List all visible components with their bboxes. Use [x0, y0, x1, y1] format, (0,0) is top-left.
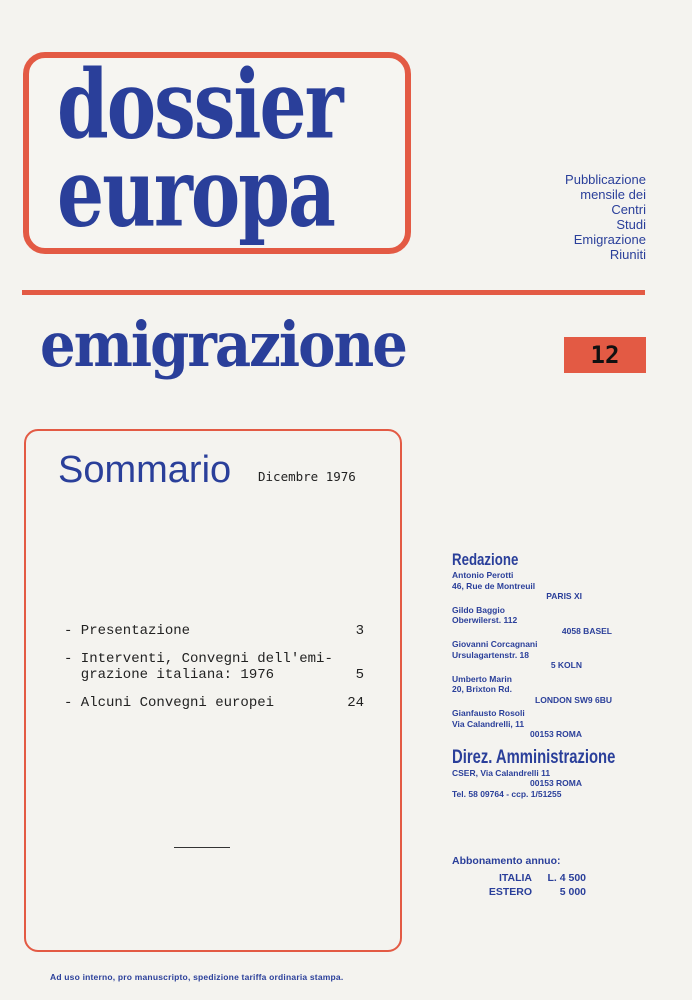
publisher-line: mensile dei: [580, 187, 646, 202]
editorial-staff: [452, 550, 622, 802]
administration-address: [452, 768, 622, 800]
footer-note: Ad uso interno, pro manuscripto, spedizione tariffa ordinaria stampa.: [50, 972, 344, 982]
toc-item-title: - Interventi, Convegni dell'emi- grazione italiana: 1976: [64, 651, 333, 683]
table-of-contents: [24, 429, 402, 952]
editor-city: 00153 ROMA: [530, 729, 582, 739]
subscription-price: L. 4 500: [547, 872, 586, 884]
publisher-line: Emigrazione: [573, 232, 646, 247]
editor-address: [452, 674, 622, 706]
toc-list: [64, 623, 364, 723]
toc-heading: Sommario: [58, 449, 232, 491]
administration-line: Tel. 58 09764 - ccp. 1/51255: [452, 788, 562, 799]
page-title: emigrazione: [40, 308, 406, 382]
editor-address: [452, 708, 622, 740]
subscription-price: 5 000: [559, 886, 586, 898]
editor-city: 4058 BASEL: [561, 625, 612, 636]
editor-street: Via Calandrelli, 11: [452, 718, 525, 729]
editor-city: PARIS XI: [546, 591, 582, 601]
publisher-note: [565, 172, 646, 262]
publisher-line: Centri: [611, 202, 646, 217]
publisher-line: Pubblicazione: [565, 172, 646, 187]
editor-name: Umberto Marin: [452, 673, 512, 684]
administration-heading: Direz. Amministrazione: [452, 746, 616, 768]
editor-name: Antonio Perotti: [452, 570, 514, 580]
logo-word-europa: europa: [57, 138, 334, 249]
editor-street: Ursulagartenstr. 18: [452, 649, 530, 660]
subscription-country: ESTERO: [488, 886, 532, 898]
editor-name: Gildo Baggio: [452, 604, 505, 615]
toc-item-title: - Presentazione: [64, 623, 191, 639]
subscription-country: ITALIA: [498, 872, 532, 884]
publisher-line: Studi: [616, 217, 646, 232]
subscription-heading: Abbonamento annuo:: [452, 855, 561, 867]
toc-item[interactable]: [64, 695, 364, 711]
editor-name: Gianfausto Rosoli: [452, 708, 525, 718]
editor-address: [452, 605, 622, 637]
divider: [22, 290, 645, 295]
administration-line: CSER, Via Calandrelli 11: [452, 767, 551, 778]
editor-city: 5 KOLN: [550, 660, 582, 670]
editorial-heading: Redazione: [452, 550, 519, 569]
subscription-info: [452, 855, 586, 899]
issue-number-badge: 12: [564, 337, 646, 373]
toc-item-page: 3: [355, 623, 364, 639]
toc-item-page: 5: [355, 667, 364, 683]
masthead-logo: [23, 52, 411, 254]
editor-street: 46, Rue de Montreuil: [452, 580, 536, 591]
toc-item[interactable]: [64, 623, 364, 639]
editor-street: Oberwilerst. 112: [452, 615, 518, 625]
administration-line: 00153 ROMA: [530, 778, 582, 788]
editor-street: 20, Brixton Rd.: [452, 684, 512, 694]
toc-divider: [174, 847, 230, 848]
subscription-row: [452, 885, 586, 899]
subscription-row: [452, 871, 586, 885]
logo-word-dossier: dossier: [57, 50, 342, 161]
toc-item-title: - Alcuni Convegni europei: [64, 695, 275, 711]
editor-name: Giovanni Corcagnani: [452, 639, 538, 649]
editor-address: [452, 570, 622, 602]
toc-item[interactable]: [64, 651, 364, 683]
editor-city: LONDON SW9 6BU: [535, 694, 612, 705]
issue-date: Dicembre 1976: [258, 469, 356, 484]
editor-address: [452, 639, 622, 671]
publisher-line: Riuniti: [609, 247, 646, 262]
toc-item-page: 24: [347, 695, 364, 711]
